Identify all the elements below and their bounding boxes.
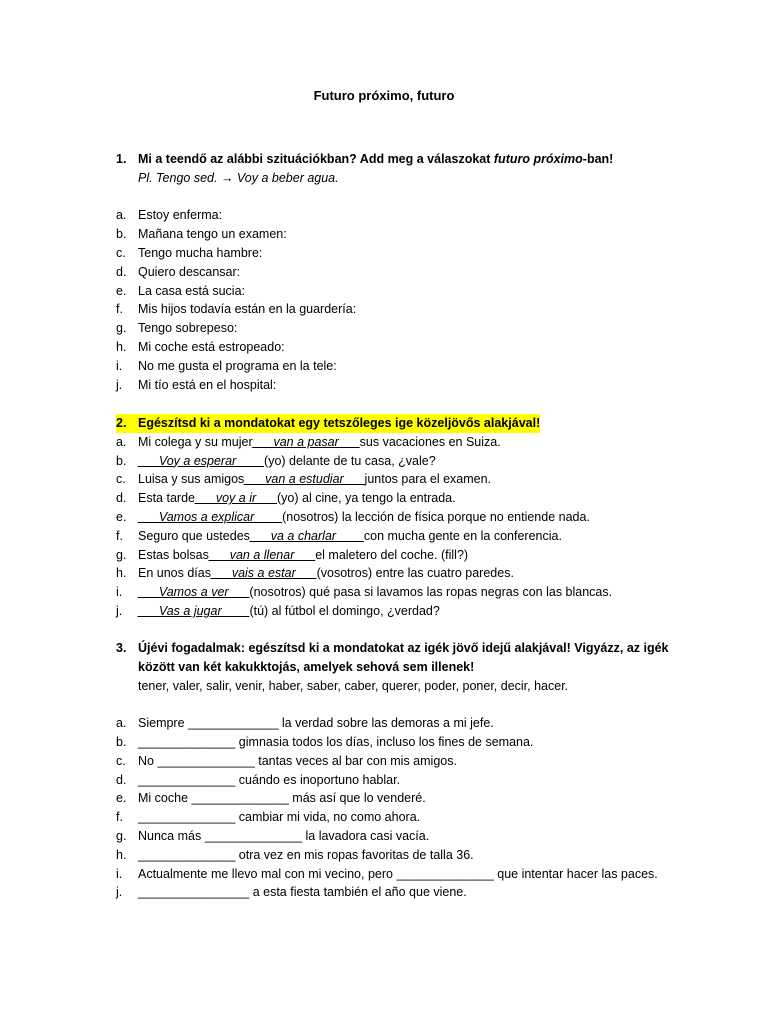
- section-1: [116, 150, 676, 394]
- list-item: b. ___Voy a esperar____ (yo) delante de tu casa, ¿vale?: [116, 452, 676, 471]
- list-item: b. ______________ gimnasia todos los días, incluso los fines de semana.: [116, 734, 534, 749]
- list-item: g. Estas bolsas ___van a llenar___ el maletero del coche. (fill?): [116, 546, 676, 565]
- page-title: Futuro próximo, futuro: [313, 88, 455, 103]
- section-number: 1.: [116, 152, 127, 166]
- list-item: f. ______________ cambiar mi vida, no como ahora.: [116, 810, 421, 825]
- list-item: e. Mi coche ______________ más así que lo venderé.: [116, 791, 426, 806]
- answer-fill: ___van a llenar___: [208, 547, 316, 562]
- answer-fill: ___voy a ir___: [194, 491, 277, 506]
- list-item: b. Mañana tengo un examen:: [116, 227, 287, 242]
- list-item: h. Mi coche está estropeado:: [116, 339, 285, 354]
- section-number: 2.: [116, 414, 138, 433]
- answer-fill: ___Vas a jugar____: [138, 603, 250, 618]
- list-item: d. Esta tarde ___voy a ir___ (yo) al cine, ya tengo la entrada.: [116, 489, 676, 508]
- section-3: [116, 639, 676, 902]
- answer-fill: ___Vamos a ver___: [138, 585, 250, 600]
- list-item: a. Mi colega y su mujer ___van a pasar___ sus vacaciones en Suiza.: [116, 433, 676, 452]
- verb-list: tener, valer, salir, venir, haber, saber, caber, querer, poder, poner, decir, hacer.: [138, 678, 569, 693]
- list-item: h. En unos días ___vais a estar___ (vosotros) entre las cuatro paredes.: [116, 564, 676, 583]
- list-item: e. La casa está sucia:: [116, 283, 246, 298]
- answer-fill: ___Voy a esperar____: [138, 453, 265, 468]
- section-number: 3.: [116, 641, 127, 655]
- heading-text-line-2: között van két kakukktojás, amelyek sehová sem illenek!: [138, 659, 475, 674]
- list-item: f. Seguro que ustedes ___va a charlar____ con mucha gente en la conferencia.: [116, 527, 676, 546]
- heading-text: Egészítsd ki a mondatokat egy tetszőleges ige közeljövős alakjával!: [138, 414, 540, 433]
- list-item: i. ___Vamos a ver___ (nosotros) qué pasa si lavamos las ropas negras con las blancas.: [116, 583, 676, 602]
- list-item: i. Actualmente me llevo mal con mi vecino, pero ______________ que intentar hacer las paces.: [116, 866, 658, 881]
- heading-text: Mi a teendő az alábbi szituációkban? Add meg a válaszokat futuro próximo-ban!: [138, 152, 614, 166]
- list-item: i. No me gusta el programa en la tele:: [116, 358, 337, 373]
- list-item: j. ________________ a esta fiesta también el año que viene.: [116, 885, 467, 900]
- answer-fill: ___vais a estar___: [210, 566, 317, 581]
- list-item: g. Tengo sobrepeso:: [116, 321, 238, 336]
- list-item: a. Siempre _____________ la verdad sobre las demoras a mi jefe.: [116, 716, 494, 731]
- list-item: a. Estoy enferma:: [116, 208, 223, 223]
- section-2: [116, 414, 676, 621]
- section-3-heading: [116, 639, 676, 658]
- list-item: c. Tengo mucha hambre:: [116, 245, 263, 260]
- list-item: j. Mi tío está en el hospital:: [116, 377, 277, 392]
- list-item: c. Luisa y sus amigos ___van a estudiar___ juntos para el examen.: [116, 470, 676, 489]
- list-item: j. ___Vas a jugar____ (tú) al fútbol el domingo, ¿verdad?: [116, 602, 676, 621]
- list-item: d. Quiero descansar:: [116, 264, 241, 279]
- section-1-heading: [116, 150, 676, 169]
- example-line: Pl. Tengo sed. → Voy a beber agua.: [138, 170, 339, 185]
- list-item: h. ______________ otra vez en mis ropas favoritas de talla 36.: [116, 847, 474, 862]
- answer-fill: ___van a pasar___: [252, 434, 360, 449]
- answer-fill: ___va a charlar____: [249, 528, 364, 543]
- section-2-heading: [116, 414, 676, 433]
- list-item: d. ______________ cuándo es inoportuno hablar.: [116, 772, 401, 787]
- arrow-icon: →: [220, 170, 234, 185]
- list-item: g. Nunca más ______________ la lavadora casi vacía.: [116, 828, 430, 843]
- answer-fill: ___van a estudiar___: [244, 472, 365, 487]
- answer-fill: ___Vamos a explicar____: [138, 509, 283, 524]
- list-item: c. No ______________ tantas veces al bar con mis amigos.: [116, 753, 457, 768]
- heading-text: Újévi fogadalmak: egészítsd ki a mondatokat az igék jövő idejű alakjával! Vigyázz, az igék: [138, 641, 669, 655]
- list-item: e. ___Vamos a explicar____ (nosotros) la lección de física porque no entiende nada.: [116, 508, 676, 527]
- list-item: f. Mis hijos todavía están en la guardería:: [116, 302, 357, 317]
